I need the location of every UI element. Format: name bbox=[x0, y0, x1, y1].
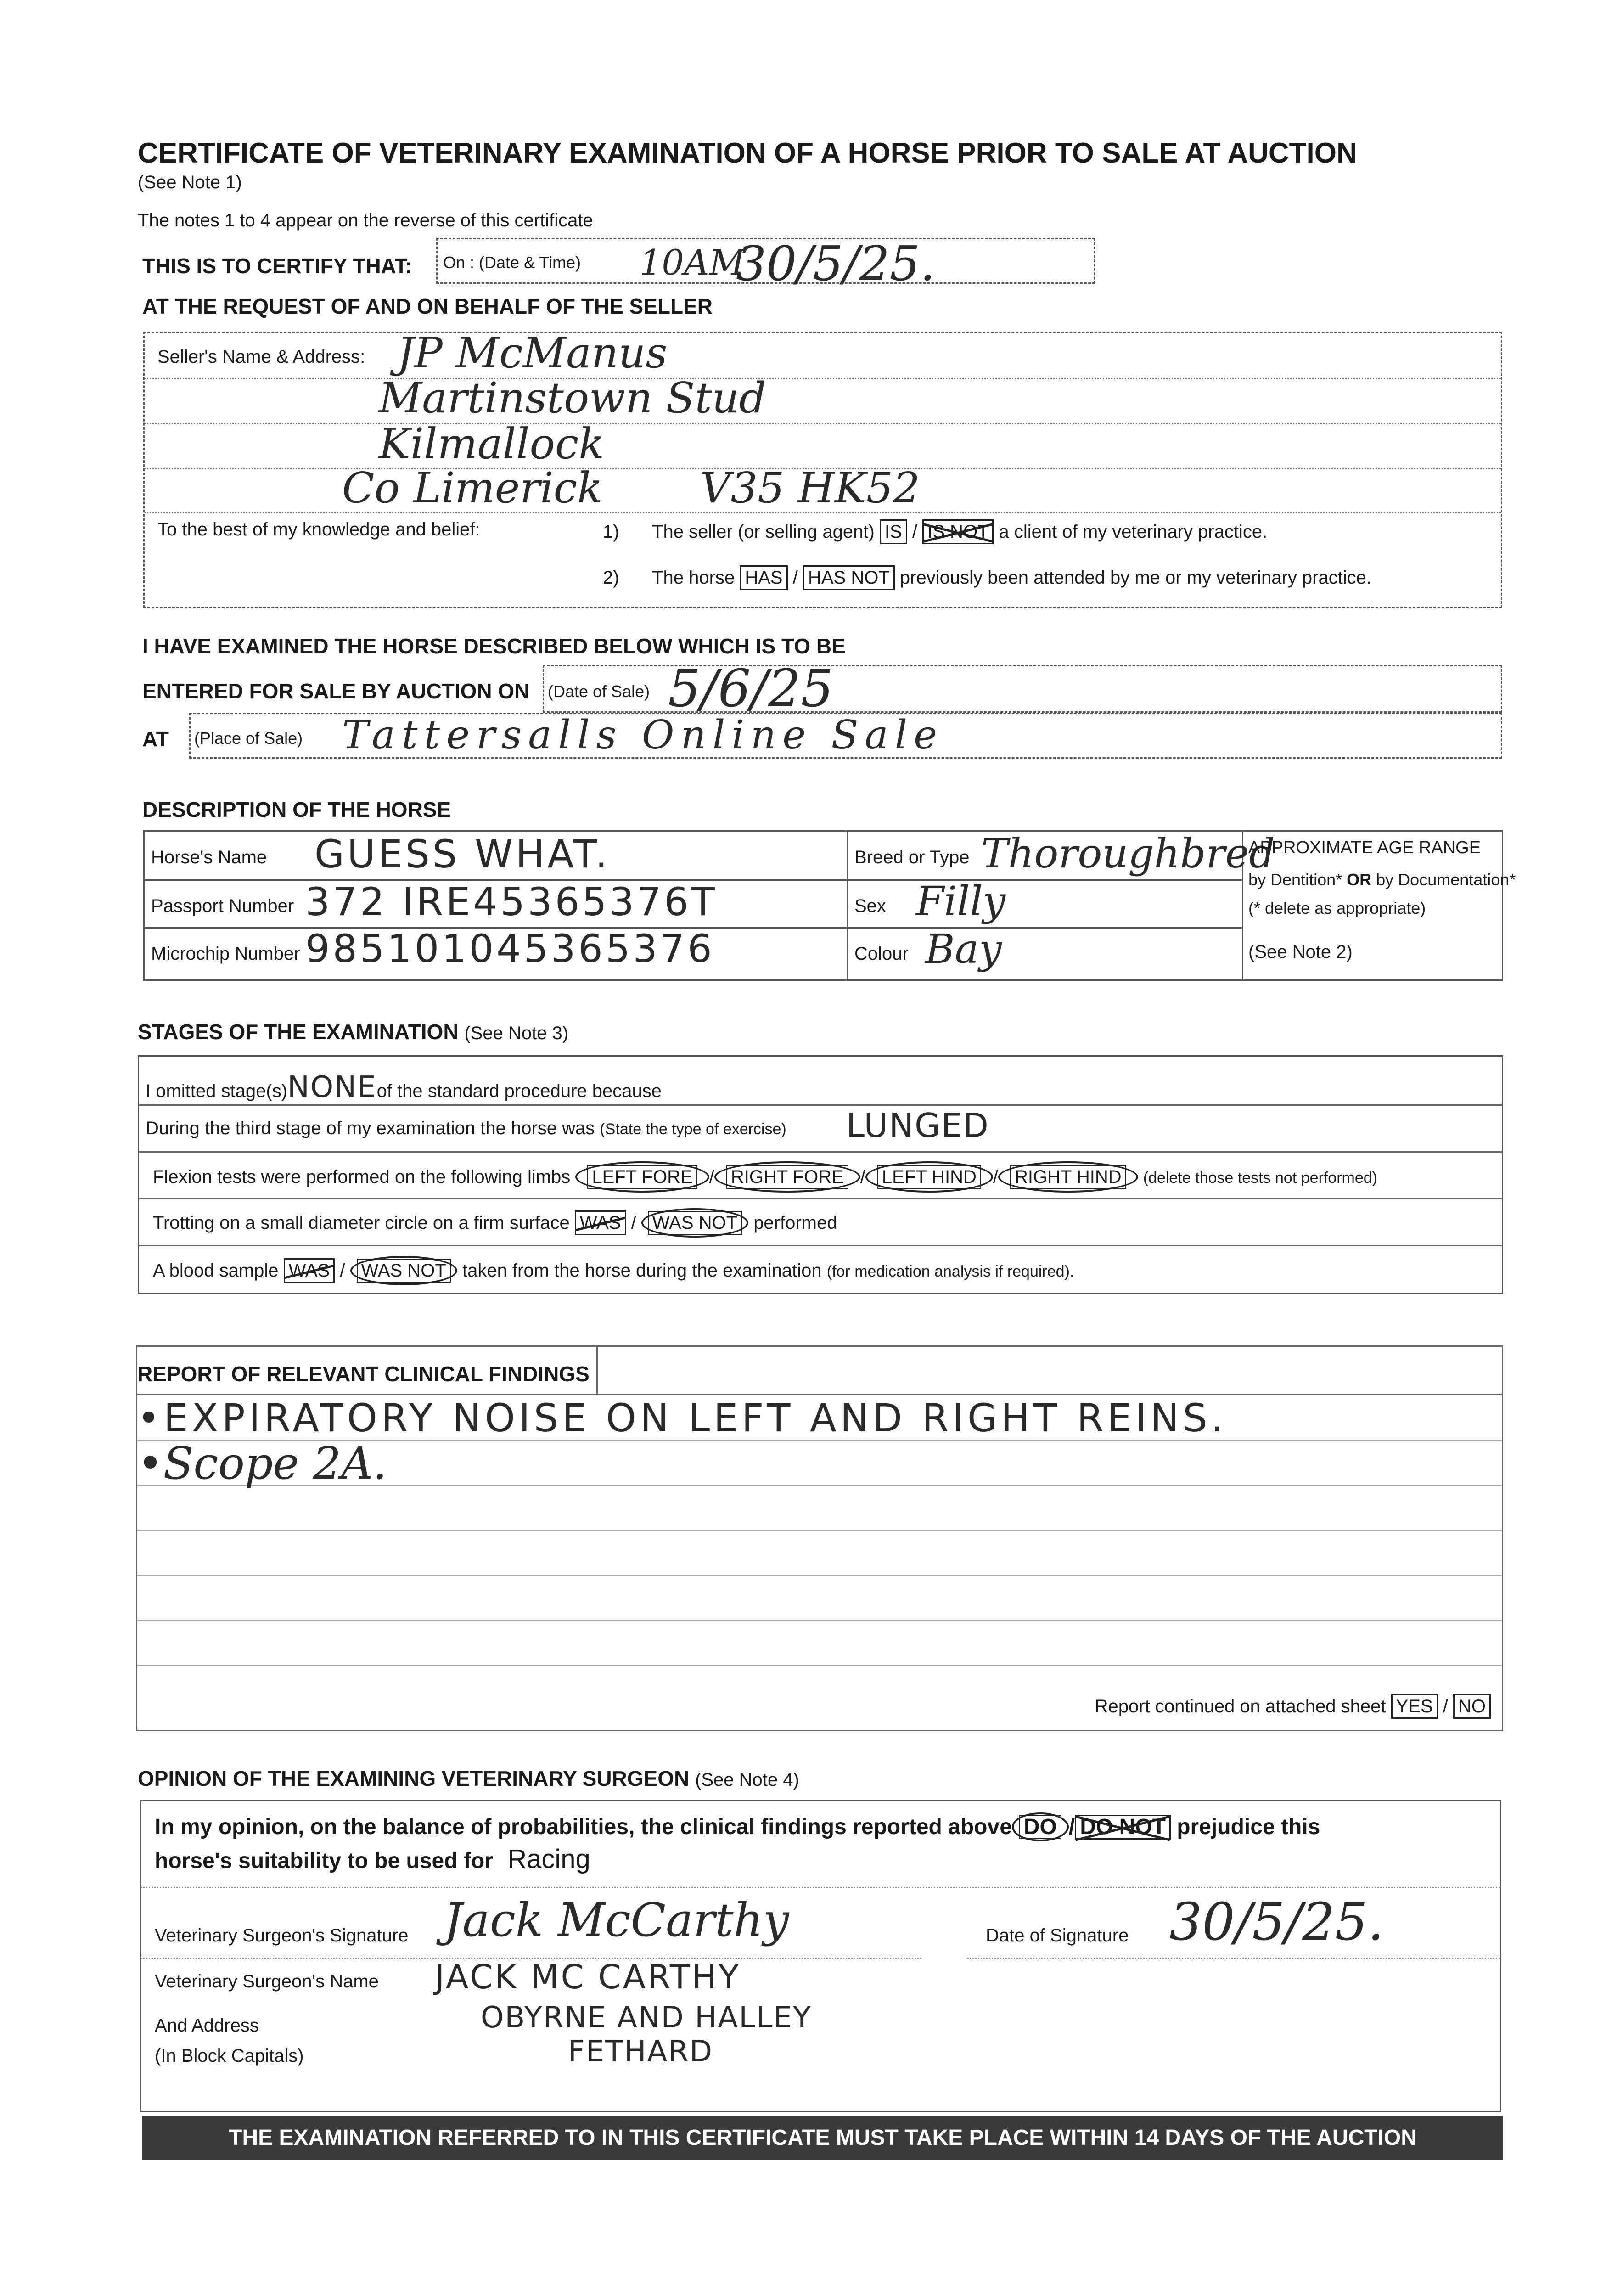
sale-place-value: Tattersalls Online Sale bbox=[342, 712, 944, 758]
vet-address-line-2: FETHARD bbox=[568, 2035, 713, 2069]
omitted-post: of the standard procedure because bbox=[376, 1081, 662, 1101]
certify-label: THIS IS TO CERTIFY THAT: bbox=[142, 254, 412, 278]
seller-address-line-5: V35 HK52 bbox=[700, 463, 920, 512]
colour-label: Colour bbox=[854, 944, 909, 964]
has-not-option[interactable]: HAS NOT bbox=[803, 565, 895, 590]
age-range-title: APPROXIMATE AGE RANGE bbox=[1248, 838, 1481, 857]
flexion-sep-3: / bbox=[993, 1167, 998, 1187]
delete-note: (* delete as appropriate) bbox=[1248, 899, 1426, 917]
item-2-end: previously been attended by me or my veterinary practice. bbox=[899, 568, 1372, 588]
continued-separator: / bbox=[1443, 1696, 1448, 1716]
age-range-method bbox=[1248, 870, 1516, 889]
stages-see-note-3: (See Note 3) bbox=[464, 1023, 569, 1043]
blood-separator: / bbox=[340, 1261, 345, 1281]
opinion-heading: OPINION OF THE EXAMINING VETERINARY SURGEON bbox=[138, 1767, 690, 1790]
flexion-sep-1: / bbox=[709, 1167, 714, 1187]
continued-yes-option[interactable]: YES bbox=[1391, 1694, 1438, 1719]
sale-place-box bbox=[189, 713, 1502, 759]
blood-text: A blood sample bbox=[153, 1261, 279, 1281]
seller-address-line-2: Martinstown Stud bbox=[379, 373, 766, 422]
omitted-value: NONE bbox=[287, 1070, 377, 1104]
trot-text: Trotting on a small diameter circle on a firm surface bbox=[153, 1213, 570, 1233]
opinion-text: In my opinion, on the balance of probabilities, the clinical findings reported above bbox=[155, 1815, 1012, 1839]
vet-name-value: JACK MC CARTHY bbox=[435, 1958, 741, 1996]
opinion-heading-line bbox=[138, 1766, 799, 1791]
finding-1: •EXPIRATORY NOISE ON LEFT AND RIGHT REINS. bbox=[137, 1396, 1227, 1441]
continued-no-option[interactable]: NO bbox=[1453, 1694, 1491, 1719]
age-see-note-2: (See Note 2) bbox=[1248, 942, 1353, 962]
flexion-row bbox=[153, 1161, 1377, 1193]
flexion-left-fore[interactable] bbox=[575, 1161, 709, 1193]
date-of-sale-label: (Date of Sale) bbox=[548, 682, 650, 701]
stages-heading: STAGES OF THE EXAMINATION bbox=[138, 1020, 459, 1044]
passport-value: 372 IRE45365376T bbox=[305, 879, 718, 924]
trot-was-not-label: WAS NOT bbox=[648, 1211, 742, 1235]
seller-address-line-1: JP McManus bbox=[397, 328, 668, 377]
third-stage-note: (State the type of exercise) bbox=[600, 1120, 786, 1138]
trot-separator: / bbox=[631, 1213, 636, 1233]
passport-label: Passport Number bbox=[151, 896, 294, 916]
at-label: AT bbox=[142, 727, 169, 751]
report-heading: REPORT OF RELEVANT CLINICAL FINDINGS bbox=[137, 1362, 590, 1386]
vet-address-line-1: OBYRNE AND HALLEY bbox=[481, 2001, 812, 2035]
breed-value: Thoroughbred bbox=[981, 830, 1275, 877]
block-capitals-label: (In Block Capitals) bbox=[155, 2046, 304, 2066]
third-stage-text: During the third stage of my examination the horse was bbox=[146, 1118, 595, 1138]
documentation-option[interactable]: by Documentation* bbox=[1376, 870, 1516, 889]
seller-box bbox=[143, 328, 1502, 608]
right-hind-label: RIGHT HIND bbox=[1010, 1165, 1126, 1189]
blood-was-option[interactable]: WAS bbox=[284, 1258, 335, 1283]
place-of-sale-label: (Place of Sale) bbox=[194, 729, 303, 748]
do-label: DO bbox=[1019, 1815, 1061, 1839]
blood-was-not-option[interactable] bbox=[350, 1256, 457, 1285]
examined-heading: I HAVE EXAMINED THE HORSE DESCRIBED BELOW WHICH IS TO BE bbox=[142, 634, 846, 658]
entered-for-sale-label: ENTERED FOR SALE BY AUCTION ON bbox=[142, 679, 530, 703]
is-option[interactable]: IS bbox=[880, 519, 907, 544]
dentition-option[interactable]: by Dentition* bbox=[1248, 870, 1342, 889]
microchip-value: 985101045365376 bbox=[305, 926, 715, 971]
date-of-signature-label: Date of Signature bbox=[986, 1925, 1129, 1946]
certify-date-value: 30/5/25. bbox=[736, 236, 935, 292]
horse-name-label: Horse's Name bbox=[151, 847, 267, 867]
has-option[interactable]: HAS bbox=[740, 565, 787, 590]
flexion-sep-2: / bbox=[860, 1167, 865, 1187]
seller-name-label: Seller's Name & Address: bbox=[157, 347, 365, 367]
flexion-text: Flexion tests were performed on the following limbs bbox=[153, 1167, 571, 1187]
opinion-text-end: prejudice this bbox=[1177, 1815, 1320, 1839]
item-2-separator: / bbox=[792, 568, 798, 588]
opinion-box bbox=[140, 1800, 1501, 2112]
third-stage-row bbox=[146, 1118, 786, 1139]
opinion-do-option[interactable] bbox=[1012, 1812, 1069, 1841]
signature-label: Veterinary Surgeon's Signature bbox=[155, 1925, 409, 1946]
seller-address-line-4: Co Limerick bbox=[342, 463, 603, 512]
item-2-text: The horse bbox=[652, 568, 735, 588]
report-box bbox=[136, 1345, 1503, 1731]
microchip-label: Microchip Number bbox=[151, 944, 300, 964]
item-1-number: 1) bbox=[603, 522, 619, 542]
footer-banner-text: THE EXAMINATION REFERRED TO IN THIS CERTIFICATE MUST TAKE PLACE WITHIN 14 DAYS OF THE AUCTION bbox=[229, 2126, 1417, 2150]
left-hind-label: LEFT HIND bbox=[877, 1165, 981, 1189]
stages-table bbox=[138, 1055, 1503, 1294]
item-1-end: a client of my veterinary practice. bbox=[999, 522, 1268, 542]
flexion-left-hind[interactable] bbox=[865, 1161, 993, 1193]
blood-was-not-label: WAS NOT bbox=[357, 1259, 451, 1283]
blood-end: taken from the horse during the examination bbox=[462, 1261, 822, 1281]
sex-value: Filly bbox=[916, 878, 1006, 925]
vet-signature: Jack McCarthy bbox=[444, 1893, 789, 1947]
item-2-number: 2) bbox=[603, 568, 619, 588]
certificate-title: CERTIFICATE OF VETERINARY EXAMINATION OF A HORSE PRIOR TO SALE AT AUCTION bbox=[138, 137, 1357, 169]
trotting-row bbox=[153, 1208, 837, 1238]
horse-name-value: GUESS WHAT. bbox=[314, 832, 611, 877]
horse-description-heading: DESCRIPTION OF THE HORSE bbox=[142, 798, 451, 822]
date-time-box bbox=[436, 236, 1095, 292]
finding-2: •Scope 2A. bbox=[137, 1438, 387, 1489]
blood-note: (for medication analysis if required). bbox=[826, 1263, 1074, 1280]
horse-table bbox=[143, 830, 1516, 981]
flexion-right-hind[interactable] bbox=[998, 1161, 1138, 1193]
date-time-label: On : (Date & Time) bbox=[443, 253, 581, 272]
flexion-right-fore[interactable] bbox=[714, 1161, 860, 1193]
date-of-signature-value: 30/5/25. bbox=[1169, 1892, 1384, 1952]
see-note-1: (See Note 1) bbox=[138, 172, 242, 192]
right-fore-label: RIGHT FORE bbox=[726, 1165, 848, 1189]
omitted-stages-row bbox=[146, 1070, 662, 1104]
opinion-separator: / bbox=[1068, 1815, 1075, 1839]
omitted-pre: I omitted stage(s) bbox=[146, 1081, 288, 1101]
third-stage-value: LUNGED bbox=[846, 1106, 989, 1145]
sale-date-box bbox=[543, 659, 1502, 719]
opinion-do-not-option[interactable]: DO NOT bbox=[1075, 1815, 1171, 1840]
age-or: OR bbox=[1347, 870, 1372, 889]
opinion-statement bbox=[155, 1812, 1320, 1841]
time-value: 10AM bbox=[640, 242, 745, 283]
sex-label: Sex bbox=[854, 896, 886, 916]
is-not-option[interactable]: IS NOT bbox=[922, 519, 994, 544]
trot-end: performed bbox=[753, 1213, 837, 1233]
continued-label: Report continued on attached sheet bbox=[1095, 1696, 1386, 1716]
horse-attended-statement bbox=[603, 565, 1371, 590]
opinion-use-line bbox=[155, 1844, 590, 1874]
flexion-note: (delete those tests not performed) bbox=[1143, 1169, 1377, 1187]
item-1-text: The seller (or selling agent) bbox=[652, 522, 875, 542]
left-fore-label: LEFT FORE bbox=[587, 1165, 697, 1189]
seller-address-line-3: Kilmallock bbox=[379, 419, 605, 468]
item-1-separator: / bbox=[912, 522, 917, 542]
footer-banner bbox=[142, 2116, 1503, 2160]
opinion-see-note-4: (See Note 4) bbox=[695, 1770, 799, 1790]
blood-sample-row bbox=[153, 1256, 1074, 1285]
opinion-line-2: horse's suitability to be used for bbox=[155, 1849, 493, 1873]
report-continued-row bbox=[1095, 1694, 1491, 1719]
seller-client-statement bbox=[603, 519, 1267, 544]
seller-heading: AT THE REQUEST OF AND ON BEHALF OF THE SELLER bbox=[142, 294, 713, 318]
breed-label: Breed or Type bbox=[854, 847, 970, 867]
sale-date-value: 5/6/25 bbox=[668, 659, 834, 719]
knowledge-label: To the best of my knowledge and belief: bbox=[157, 519, 480, 540]
stages-heading-line bbox=[138, 1019, 568, 1044]
intended-use-value: Racing bbox=[507, 1844, 590, 1874]
vet-name-label: Veterinary Surgeon's Name bbox=[155, 1971, 379, 1992]
colour-value: Bay bbox=[925, 925, 1002, 973]
address-label: And Address bbox=[155, 2015, 259, 2036]
notes-line: The notes 1 to 4 appear on the reverse of this certificate bbox=[138, 210, 593, 231]
trot-was-not-option[interactable] bbox=[641, 1208, 748, 1238]
trot-was-option[interactable]: WAS bbox=[575, 1210, 626, 1235]
